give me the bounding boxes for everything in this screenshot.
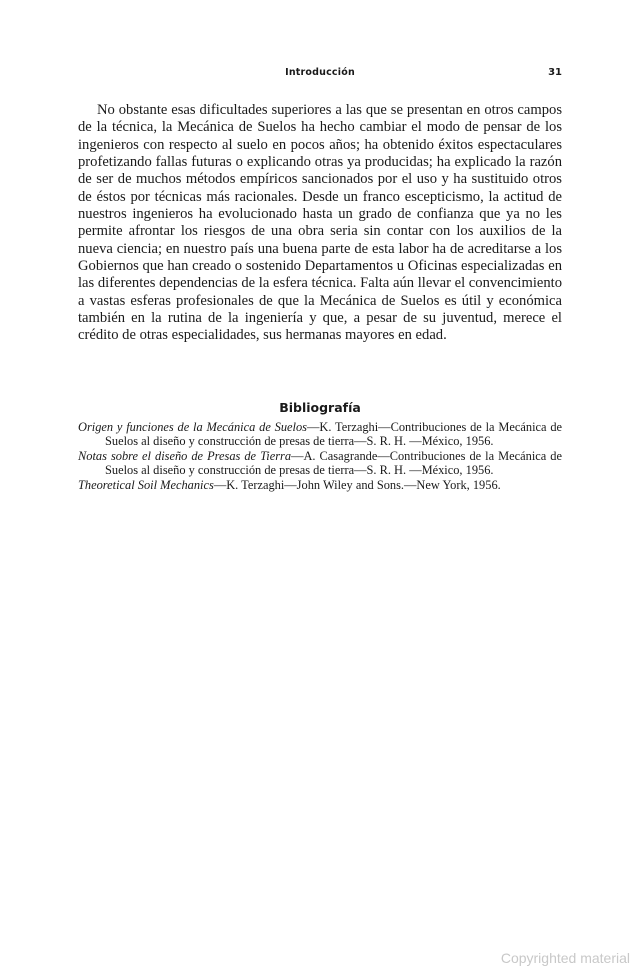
bibliography-entry-title: Notas sobre el diseño de Presas de Tierra <box>78 448 292 463</box>
page-number: 31 <box>548 67 562 78</box>
bibliography-entry-title: Theoretical Soil Mechanics <box>78 477 214 492</box>
bibliography-entry <box>78 449 562 478</box>
bibliography-entry <box>78 420 562 449</box>
running-head <box>78 67 562 83</box>
bibliography-entry-details: —K. Terzaghi—John Wiley and Sons.—New York, 1956. <box>213 477 501 492</box>
copyright-watermark: Copyrighted material <box>500 950 630 966</box>
bibliography-entry <box>78 478 562 492</box>
running-title: Introducción <box>285 67 355 78</box>
body-paragraph: No obstante esas dificultades superiores a las que se presentan en otros campos de la técnica, la Mecánica de Suelos ha hecho cambiar el modo de pensar de los ingenieros con respecto al suelo en pocos años; ha obtenido éxitos espectaculares profetizando fallas futuras o explicando otras ya producidas; ha explicado la razón de ser de muchos métodos empíricos sancionados por el uso y ha sustituido otros de éstos por técnicas más racionales. Desde un franco escepticismo, la actitud de nuestros ingenieros ha evolucionado hasta un grado de confianza que ya no les permite afrontar los riesgos de una obra seria sin contar con los auxilios de la nueva ciencia; en nuestro país una buena parte de esta labor ha de acreditarse a los Gobiernos que han creado o sostenido Departamentos u Oficinas especializadas en las diferentes dependencias de la esfera técnica. Falta aún llevar el convencimiento a vastas esferas profesionales de que la Mecánica de Suelos es útil y económica también en la rutina de la ingeniería y que, a pesar de su juventud, merece el crédito de otras especialidades, sus hermanas mayores en edad. <box>78 102 562 344</box>
bibliography-heading: Bibliografía <box>279 400 361 415</box>
bibliography-list <box>78 420 562 492</box>
bibliography-entry-details: —A. Casagrande—Contribuciones de la Mecánica de Suelos al diseño y construcción de presas de tierra—S. R. H. —México, 1956. <box>105 448 562 478</box>
bibliography-entry-details: —K. Terzaghi—Contribuciones de la Mecánica de Suelos al diseño y construcción de presas de tierra—S. R. H. —México, 1956. <box>105 420 563 449</box>
bibliography-entry-title: Origen y funciones de la Mecánica de Suelos <box>78 420 307 434</box>
